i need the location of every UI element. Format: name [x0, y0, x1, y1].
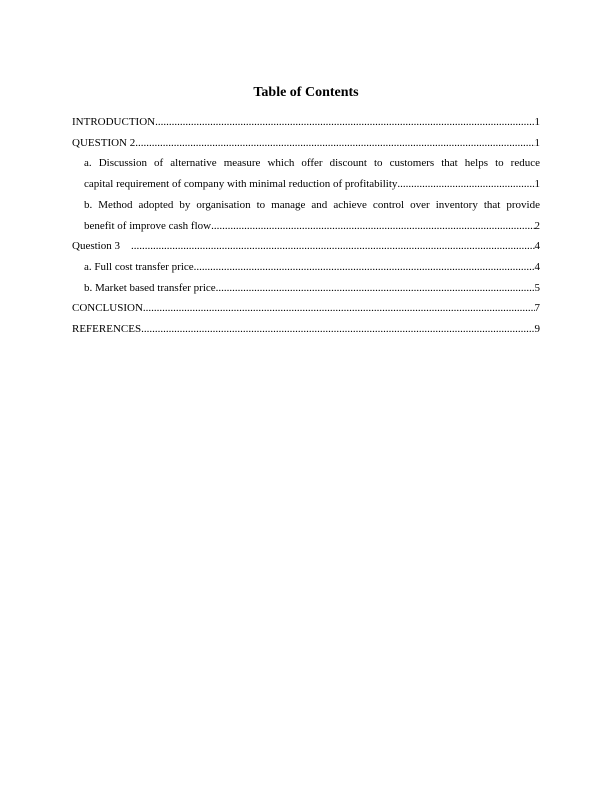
- toc-entry-question-3a[interactable]: [72, 257, 540, 278]
- toc-entry-label-line-2: capital requirement of company with minimal reduction of profitability: [84, 178, 398, 191]
- toc-entry-references[interactable]: [72, 319, 540, 340]
- toc-entry-label: a. Full cost transfer price: [84, 260, 194, 273]
- toc-entry-line: [84, 257, 540, 278]
- toc-leader-dots: [397, 174, 534, 195]
- toc-leader-dots: [194, 257, 535, 278]
- toc-entry-label: QUESTION 2: [72, 136, 136, 149]
- toc-entry-question-2b[interactable]: [72, 195, 540, 236]
- toc-entry-label-line-1: a. Discussion of alternative measure which offer discount to customers that helps to reduce: [84, 157, 540, 170]
- toc-entry-question-3[interactable]: [72, 236, 540, 257]
- toc-entry-question-2a[interactable]: [72, 153, 540, 194]
- toc-entry-line: [72, 298, 540, 319]
- toc-entry-label: CONCLUSION: [72, 302, 143, 315]
- toc-entry-conclusion[interactable]: [72, 298, 540, 319]
- toc-leader-dots: [135, 133, 534, 154]
- toc-leader-dots: [211, 216, 534, 237]
- toc-leader-dots: [131, 236, 535, 257]
- toc-title: Table of Contents: [253, 85, 359, 100]
- toc-page-number: 1: [534, 178, 540, 191]
- toc-entry-label: Question 3: [72, 240, 131, 253]
- toc-entry-label: INTRODUCTION: [72, 116, 156, 128]
- toc-leader-dots: [141, 319, 534, 340]
- toc-entry-line: [84, 278, 540, 299]
- toc-entry-introduction[interactable]: [72, 112, 540, 133]
- toc-page-number: 5: [534, 281, 540, 294]
- toc-page-number: 1: [534, 136, 540, 149]
- toc-entry-question-3b[interactable]: [72, 278, 540, 299]
- toc-page-number: 7: [534, 302, 540, 315]
- toc-entry-question-2[interactable]: [72, 133, 540, 154]
- toc-entry-line: [72, 236, 540, 257]
- toc-entry-line: [72, 133, 540, 154]
- toc-entry-label: REFERENCES: [72, 323, 142, 336]
- toc-page-number: 4: [534, 260, 540, 273]
- toc-entry-label-line-2: benefit of improve cash flow: [84, 219, 212, 232]
- toc-entry-line: [84, 174, 540, 195]
- toc-entry-line: [84, 216, 540, 237]
- toc-page-number: 1: [534, 116, 540, 128]
- table-of-contents: [72, 112, 540, 340]
- toc-leader-dots: [155, 112, 534, 133]
- toc-page-number: 9: [534, 323, 540, 336]
- toc-leader-dots: [216, 278, 535, 299]
- toc-entry-line: [72, 112, 540, 133]
- toc-entry-label-line-1: b. Method adopted by organisation to manage and achieve control over inventory that provide: [84, 198, 540, 211]
- toc-page-number: 2: [534, 219, 540, 232]
- toc-page-number: 4: [534, 240, 540, 253]
- toc-leader-dots: [143, 298, 535, 319]
- toc-entry-line: [72, 319, 540, 340]
- toc-entry-label: b. Market based transfer price: [84, 281, 216, 294]
